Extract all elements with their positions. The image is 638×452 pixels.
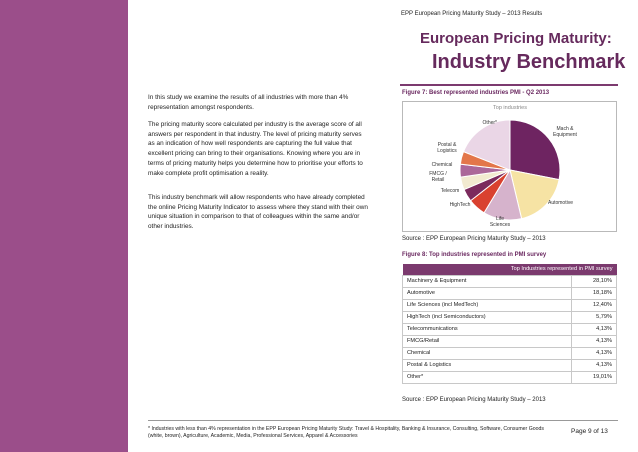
page-number: Page 9 of 13 (571, 428, 608, 435)
table-row (403, 335, 617, 347)
pie-slice-label: HighTech (449, 202, 471, 208)
pie-slice-label: Telecom (440, 188, 460, 194)
industry-share-cell: 12,40% (572, 299, 617, 311)
pie-slice-label: Life Sciences (489, 216, 511, 228)
page-title-line2: Industry Benchmark (432, 51, 626, 73)
pie-slice-label: Other* (482, 120, 497, 126)
table-row (403, 275, 617, 287)
table-row (403, 299, 617, 311)
industry-share-cell: 4,13% (572, 323, 617, 335)
chart-title: Top industries (493, 105, 527, 111)
pie-slice-label: FMCG / Retail (429, 171, 447, 183)
table-row (403, 323, 617, 335)
industry-name-cell: Life Sciences (incl MedTech) (403, 299, 572, 311)
industry-name-cell: Chemical (403, 347, 572, 359)
industry-share-cell: 5,79% (572, 311, 617, 323)
table-row (403, 359, 617, 371)
pie-chart (403, 102, 618, 233)
industry-name-cell: Postal & Logistics (403, 359, 572, 371)
page-title-line1: European Pricing Maturity: (420, 30, 612, 47)
table-header: Top Industries represented in PMI survey (403, 264, 617, 275)
figure8-source: Source : EPP European Pricing Maturity Study – 2013 (402, 397, 546, 403)
table-row (403, 371, 617, 383)
industry-share-cell: 4,13% (572, 359, 617, 371)
pie-slice-label: Automotive (547, 200, 573, 206)
pie-chart-frame (402, 101, 617, 232)
table-row (403, 287, 617, 299)
industry-name-cell: HighTech (incl Semiconductors) (403, 311, 572, 323)
pie-slice-label: Mach & Equipment (553, 126, 577, 138)
pie-slice (510, 120, 560, 180)
industry-share-cell: 28,10% (572, 275, 617, 287)
industry-name-cell: Telecommunications (403, 323, 572, 335)
pie-slice-label: Chemical (431, 162, 453, 168)
sidebar-band (0, 0, 128, 452)
figure8-title: Figure 8: Top industries represented in PMI survey (402, 252, 547, 258)
pie-slice-label: Postal & Logistics (437, 142, 457, 154)
industry-name-cell: Other* (403, 371, 572, 383)
running-header: EPP European Pricing Maturity Study – 2013 Results (401, 11, 543, 17)
footer-rule (148, 420, 618, 421)
industry-share-cell: 4,13% (572, 347, 617, 359)
title-rule (400, 84, 618, 86)
industry-name-cell: FMCG/Retail (403, 335, 572, 347)
intro-paragraph: In this study we examine the results of all industries with more than 4% representation amongst respondents. (148, 94, 349, 111)
industry-share-cell: 19,01% (572, 371, 617, 383)
industry-share-cell: 4,13% (572, 335, 617, 347)
benchmark-paragraph: This industry benchmark will allow respondents who have already completed the online Pricing Maturity Indicator to assess where they stand with their own unique situation in comparison to that of colleagues within the same and/or other industries. (148, 194, 368, 231)
figure7-title: Figure 7: Best represented industries PMI - Q2 2013 (402, 90, 550, 96)
industry-share-cell: 18,18% (572, 287, 617, 299)
industries-table (402, 264, 617, 384)
industry-name-cell: Machinery & Equipment (403, 275, 572, 287)
footnote: * Industries with less than 4% representation in the EPP European Pricing Maturity Study: Travel & Hospitality, Banking & Insurance, Consulting, Software, Consumer Goods (white, brown), Agriculture, Academic, Media, Professional Services, Apparel & Accessories (148, 426, 544, 440)
table-row (403, 347, 617, 359)
industry-name-cell: Automotive (403, 287, 572, 299)
method-paragraph: The pricing maturity score calculated per industry is the average score of all answers per respondent in that industry. The level of pricing maturity serves as an indication of how well respondents are capturing the full value that excellent pricing can bring to their organisations. Knowing where you are in terms of pricing maturity helps you determine how to prioritise your efforts to make complete profit optimisation a reality. (148, 121, 363, 177)
table-row (403, 311, 617, 323)
figure7-source: Source : EPP European Pricing Maturity Study – 2013 (402, 236, 546, 242)
